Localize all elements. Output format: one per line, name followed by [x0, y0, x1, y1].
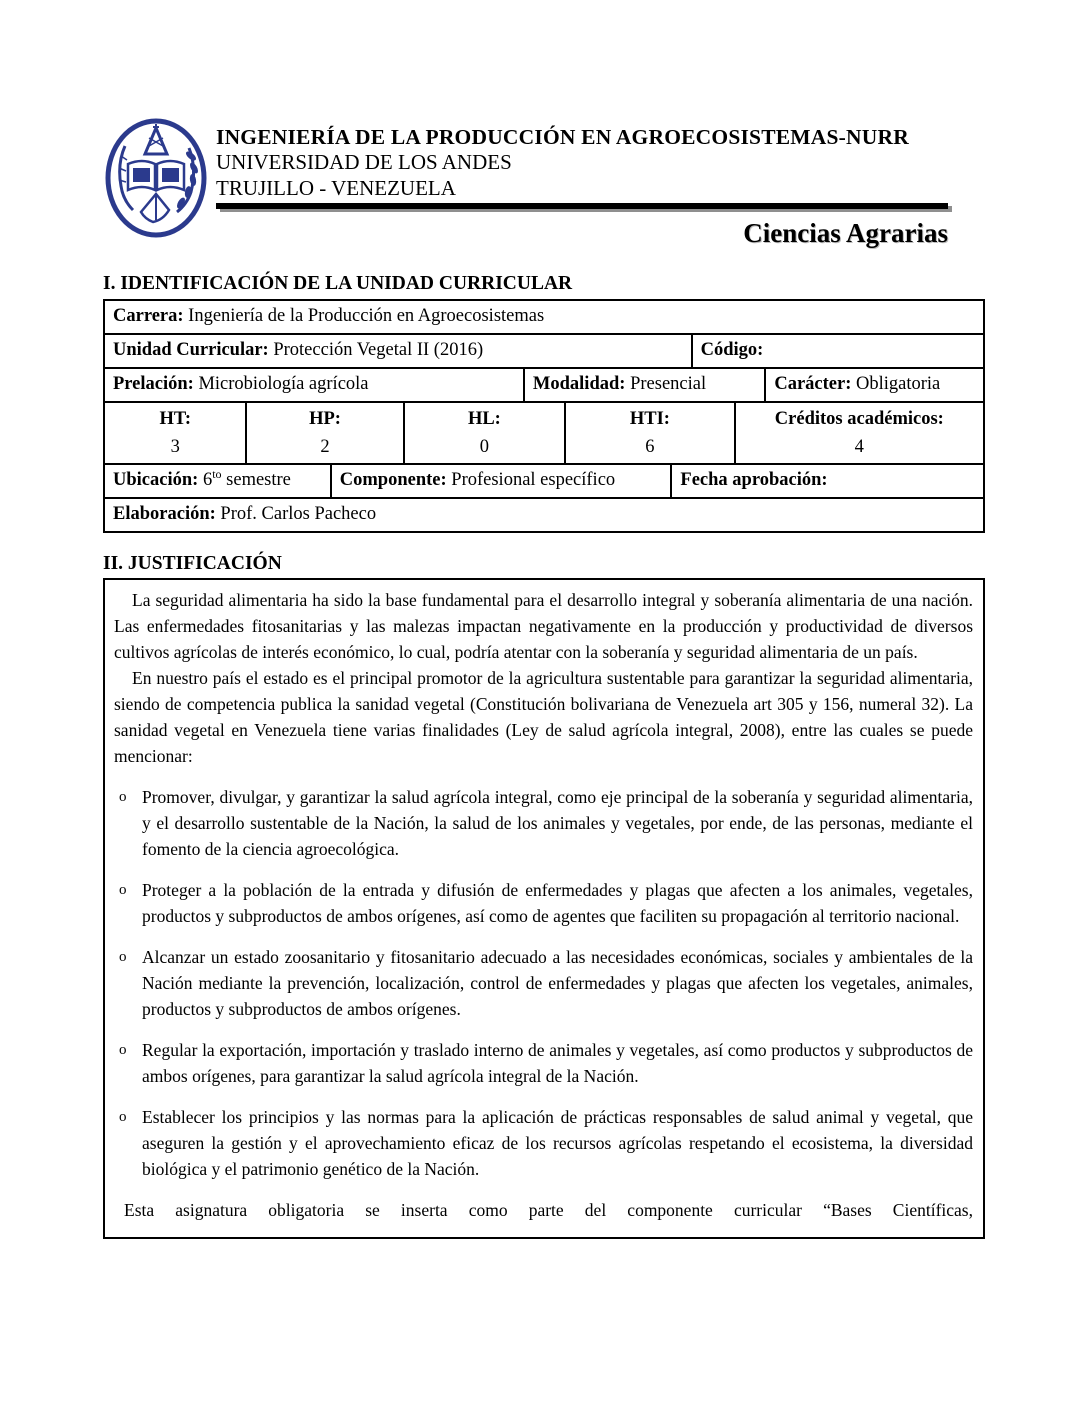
- bullet-text-3: Alcanzar un estado zoosanitario y fitosanitario adecuado a las necesidades económicas, sociales y ambientales de la Nación mediante la prevención, localización, control de enfermedades y plagas que afecten los vegetales, animales, productos y subproductos de ambos orígenes.: [142, 947, 973, 1020]
- bullet-text-2: Proteger a la población de la entrada y difusión de enfermedades y plagas que afecten a los animales, vegetales, productos y subproductos de ambos orígenes, así como de agentes que faciliten su propagación al territorio nacional.: [142, 880, 973, 927]
- table-row-carrera: [105, 301, 983, 333]
- ubicacion-label: Ubicación:: [113, 470, 199, 491]
- ubicacion-value: $6^{to}$ semestre: [202, 467, 291, 491]
- bullet-marker: o: [119, 882, 127, 899]
- table-row-unidad: [105, 333, 983, 367]
- bullet-marker: o: [119, 1109, 127, 1126]
- page-content: [103, 116, 985, 1239]
- elaboracion-label: Elaboración:: [113, 504, 216, 525]
- componente-label: Componente:: [339, 470, 447, 491]
- caracter-label: Carácter:: [774, 374, 852, 395]
- modalidad-value: Presencial: [630, 374, 707, 395]
- bullet-text-5: Establecer los principios y las normas para la aplicación de prácticas responsables de salud animal y vegetal, que aseguren la gestión y el aprovechamiento eficaz de los recursos agrícolas respetando el ecosistema, la diversidad biológica y el patrimonio genético de la Nación.: [142, 1107, 973, 1180]
- header-text-block: [209, 116, 948, 249]
- ht-value: 3: [170, 437, 180, 458]
- fecha-label: Fecha aprobación:: [680, 470, 828, 491]
- list-item: [114, 784, 973, 862]
- cell-hti: [564, 403, 733, 463]
- hti-value: 6: [645, 437, 655, 458]
- cell-modalidad: [523, 369, 764, 401]
- justification-paragraph-1: La seguridad alimentaria ha sido la base fundamental para el desarrollo integral y soberanía alimentaria de una nación. Las enfermedades fitosanitarias y las malezas impactan negativamente en la producción y productividad de diversos cultivos agrícolas de interés económico, lo cual, podría atentar con la soberanía y seguridad alimentaria de un país.: [114, 590, 973, 663]
- universidad-de-los-andes-seal-icon: [103, 116, 209, 240]
- program-title: INGENIERÍA DE LA PRODUCCIÓN EN AGROECOSISTEMAS-NURR: [216, 125, 909, 149]
- list-item: [114, 944, 973, 1022]
- cell-ubicacion: [105, 465, 330, 497]
- modalidad-label: Modalidad:: [532, 374, 626, 395]
- table-row-prelacion: [105, 367, 983, 401]
- creditos-label: Créditos académicos:: [774, 409, 944, 430]
- prelacion-value: Microbiología agrícola: [198, 374, 369, 395]
- codigo-label: Código:: [700, 340, 764, 361]
- identification-table: [103, 299, 985, 533]
- table-row-hours: [105, 401, 983, 463]
- table-row-ubicacion: [105, 463, 983, 497]
- bullet-text-1: Promover, divulgar, y garantizar la salud agrícola integral, como eje principal de la soberanía y seguridad alimentaria, y el desarrollo sustentable de la Nación, la salud de los animales y vegetales, por ende, de las personas, mediante el fomento de la ciencia agroecológica.: [142, 787, 973, 860]
- cell-carrera: [105, 301, 983, 333]
- cell-hp: [245, 403, 402, 463]
- bullet-marker: o: [119, 1042, 127, 1059]
- cell-caracter: [764, 369, 983, 401]
- section-1-title: I. IDENTIFICACIÓN DE LA UNIDAD CURRICULAR: [103, 273, 573, 295]
- bullet-text-4: Regular la exportación, importación y traslado interno de animales y vegetales, así como productos y subproductos de ambos orígenes, para garantizar la salud agrícola integral de la Nación.: [142, 1040, 973, 1087]
- elaboracion-value: Prof. Carlos Pacheco: [220, 504, 377, 525]
- justification-box: [103, 578, 985, 1239]
- componente-value: Profesional específico: [451, 470, 616, 491]
- university-logo: [103, 116, 209, 240]
- university-location: TRUJILLO - VENEZUELA: [216, 175, 456, 200]
- unidad-value: Protección Vegetal II (2016): [273, 340, 484, 361]
- bullet-marker: o: [119, 949, 127, 966]
- bullet-marker: o: [119, 789, 127, 806]
- cell-ht: [105, 403, 245, 463]
- prelacion-label: Prelación:: [113, 374, 194, 395]
- faculty-name: Ciencias Agrarias: [743, 218, 948, 249]
- hp-value: 2: [320, 437, 330, 458]
- university-name: UNIVERSIDAD DE LOS ANDES: [216, 150, 512, 175]
- unidad-label: Unidad Curricular:: [113, 340, 269, 361]
- header-divider-bar: [216, 203, 948, 209]
- hl-label: HL:: [467, 409, 501, 430]
- hp-label: HP:: [309, 409, 341, 430]
- list-item: [114, 1104, 973, 1182]
- caracter-value: Obligatoria: [856, 374, 941, 395]
- justification-paragraph-2: En nuestro país el estado es el principal promotor de la agricultura sustentable para garantizar la seguridad alimentaria, siendo de competencia publica la sanidad vegetal (Constitución bolivariana de Venezuela art 305 y 156, numeral 32). La sanidad vegetal en Venezuela tiene varias finalidades (Ley de salud agrícola integral, 2008), entre las cuales se puede mencionar:: [114, 668, 973, 767]
- document-header: [103, 116, 985, 249]
- cell-hl: [403, 403, 565, 463]
- creditos-value: 4: [854, 437, 864, 458]
- section-2-title: II. JUSTIFICACIÓN: [103, 553, 282, 575]
- cell-componente: [330, 465, 671, 497]
- table-row-elaboracion: [105, 497, 983, 531]
- list-item: [114, 877, 973, 929]
- cell-elaboracion: [105, 499, 983, 531]
- ht-label: HT:: [159, 409, 191, 430]
- cell-fecha-aprobacion: [670, 465, 983, 497]
- cell-prelacion: [105, 369, 523, 401]
- closing-line: Esta asignatura obligatoria se inserta como parte del componente curricular “Bases Científicas,: [124, 1200, 973, 1221]
- hti-label: HTI:: [629, 409, 670, 430]
- cell-codigo: [691, 335, 983, 367]
- cell-creditos: [734, 403, 983, 463]
- list-item: [114, 1037, 973, 1089]
- hl-value: 0: [479, 437, 490, 458]
- cell-unidad-curricular: [105, 335, 691, 367]
- carrera-value: Ingeniería de la Producción en Agroecosistemas: [188, 306, 545, 327]
- carrera-label: Carrera:: [113, 306, 184, 327]
